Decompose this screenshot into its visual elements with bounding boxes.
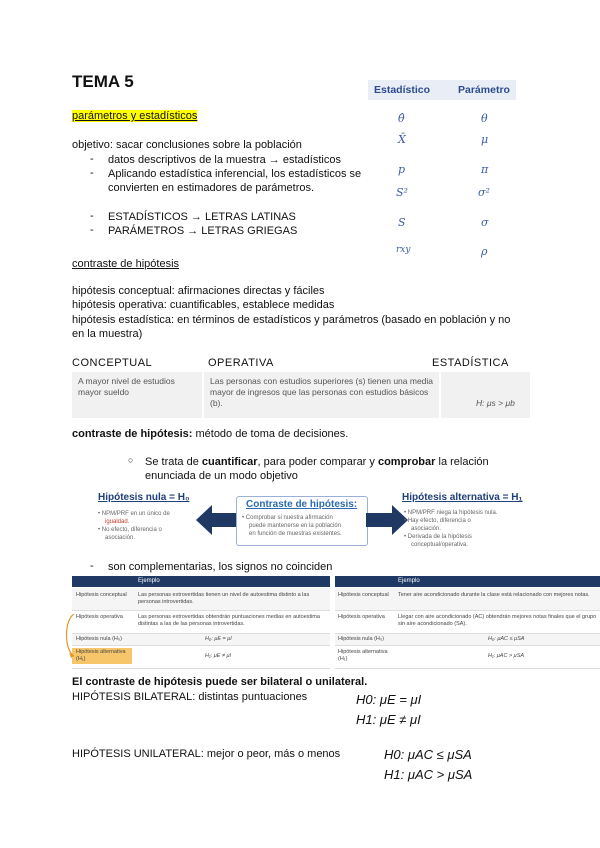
unilateral-label: HIPÓTESIS UNILATERAL: mejor o peor, más o menos — [72, 748, 341, 760]
concept-cell: A mayor nivel de estudios mayor sueldo — [78, 376, 175, 397]
mini-table-value: H₁: μE ≠ μI — [205, 653, 232, 659]
mini-table-right-header: Ejemplo — [398, 578, 420, 584]
bilateral-h0: H0: μE = μI — [356, 692, 422, 707]
mini-table-label: Hipótesis operativa — [76, 614, 123, 620]
objective-bullet: datos descriptivos de la muestra → estadísticos — [108, 154, 341, 166]
mini-table-value: Las personas extrovertidas obtendrán puntuaciones medias en autoestima distintas a las de las personas introvertidas. — [138, 614, 320, 627]
hypothesis-type: hipótesis operativa: cuantificables, establece medidas — [72, 299, 335, 311]
bilateral-label: HIPÓTESIS BILATERAL: distintas puntuaciones — [72, 691, 308, 703]
param-symbol: σ² — [478, 186, 490, 199]
circle-bullet: ○ — [128, 455, 134, 465]
null-hypothesis-title: Hipótesis nula = H₀ — [98, 492, 190, 503]
mini-table-label: Hipótesis alternativa (H₁) — [338, 649, 388, 662]
contrast-box-text: • Comprobar si nuestra afirmación puede mantenerse en la población en función de muestras existentes. — [242, 515, 342, 537]
bracket-arrow-icon — [62, 612, 76, 658]
mini-table-label: Hipótesis nula (H₀) — [338, 636, 384, 642]
unilateral-h0: H0: μAC ≤ μSA — [384, 747, 472, 762]
bullet-dash: - — [90, 210, 94, 222]
mini-table-left-header-bar — [72, 576, 330, 587]
stat-col-header: Estadístico — [374, 84, 431, 96]
param-symbol: σ — [481, 216, 489, 229]
bilateral-h1: H1: μE ≠ μI — [356, 712, 421, 727]
concept-col-header: CONCEPTUAL — [72, 357, 153, 369]
stat-symbol: X̄ — [398, 133, 406, 146]
unilateral-h1: H1: μAC > μSA — [384, 767, 473, 782]
section-link: parámetros y estadísticos — [72, 110, 198, 122]
quantify-text-line2: enunciada de un modo objetivo — [145, 470, 298, 482]
statistic-col-header: ESTADÍSTICA — [432, 357, 509, 369]
right-arrow-icon — [366, 505, 408, 535]
param-col-header: Parámetro — [458, 84, 510, 96]
mini-table-label: Hipótesis conceptual — [76, 592, 127, 598]
column-divider — [202, 372, 204, 418]
param-symbol: ρ — [481, 245, 488, 258]
page-title: TEMA 5 — [72, 72, 134, 91]
bullet-dash: - — [90, 167, 94, 179]
mini-table-value: Tener aire acondicionado durante la clase está relacionado con mejores notas. — [398, 592, 590, 598]
mini-table-right-header-bar — [335, 576, 600, 587]
mini-table-value: Las personas extrovertidas tienen un nivel de autoestima distinto a las personas introvertidas. — [138, 592, 310, 605]
mini-table-label: Hipótesis nula (H₀) — [76, 636, 122, 642]
definition: contraste de hipótesis: método de toma de decisiones. — [72, 428, 349, 440]
mini-table-value: H₁: μAC > μSA — [488, 653, 525, 659]
bilateral-heading: El contraste de hipótesis puede ser bilateral o unilateral. — [72, 676, 368, 688]
hypothesis-type: hipótesis conceptual: afirmaciones directas y fáciles — [72, 285, 325, 297]
mini-table-value: Llegar con aire acondicionado (AC) obtendrán mejores notas finales que el grupo sin aire acondicionado (SA). — [398, 614, 597, 627]
statistic-cell: H: μs > μb — [476, 398, 515, 408]
bullet-dash: - — [90, 560, 94, 572]
param-symbol: μ — [481, 133, 489, 146]
quantify-text: Se trata de cuantificar, para poder comparar y comprobar la relación — [145, 456, 489, 468]
contrast-box-title: Contraste de hipótesis: — [246, 499, 358, 510]
contrast-heading: contraste de hipótesis — [72, 258, 180, 270]
objective-bullet: convierten en estimadores de parámetros. — [108, 182, 315, 194]
hypothesis-type: hipótesis estadística: en términos de estadísticos y parámetros (basado en población y no — [72, 314, 511, 326]
stat-symbol: rxy — [396, 245, 411, 255]
mini-table-label: Hipótesis alternativa (H₁) — [76, 649, 126, 662]
bullet-dash: - — [90, 224, 94, 236]
mini-table-label: Hipótesis conceptual — [338, 592, 389, 598]
bullet-dash: - — [90, 153, 94, 165]
objective-text: objetivo: sacar conclusiones sobre la población — [72, 139, 302, 151]
column-divider — [439, 372, 441, 418]
operative-cell: Las personas con estudios superiores (s) tienen una media mayor de ingresos que las personas con estudios básicos (b). — [210, 376, 434, 408]
mini-table-value: H₀: μAC ≤ μSA — [488, 636, 525, 642]
param-symbol: π — [481, 163, 489, 176]
stat-symbol: p — [398, 163, 406, 176]
alt-hypothesis-list: • NPM/PRF niega la hipótesis nula. • Hay efecto, diferencia o asociación. • Derivada de la hipótesis conceptual/operativa. — [404, 510, 498, 548]
mini-table-left-header: Ejemplo — [138, 578, 160, 584]
stat-symbol: S — [398, 216, 406, 229]
hypothesis-type: en la muestra) — [72, 328, 143, 340]
stat-symbol: θ̂ — [398, 112, 405, 125]
mini-table-value: H₀: μE = μI — [205, 636, 232, 642]
complementary-text: son complementarias, los signos no coinciden — [108, 561, 333, 573]
objective-bullet: Aplicando estadística inferencial, los estadísticos se — [108, 168, 362, 180]
null-hypothesis-list: • NPM/PRF en un único de igualdad. • No efecto, diferencia o asociación. — [98, 511, 170, 541]
param-symbol: θ — [481, 112, 488, 125]
alt-hypothesis-title: Hipótesis alternativa = H₁ — [402, 492, 523, 503]
mapping-bullet: PARÁMETROS → LETRAS GRIEGAS — [108, 225, 298, 237]
mini-table-label: Hipótesis operativa — [338, 614, 385, 620]
operative-col-header: OPERATIVA — [208, 357, 274, 369]
left-arrow-icon — [196, 505, 238, 535]
stat-symbol: S² — [396, 186, 408, 199]
mapping-bullet: ESTADÍSTICOS → LETRAS LATINAS — [108, 211, 296, 223]
